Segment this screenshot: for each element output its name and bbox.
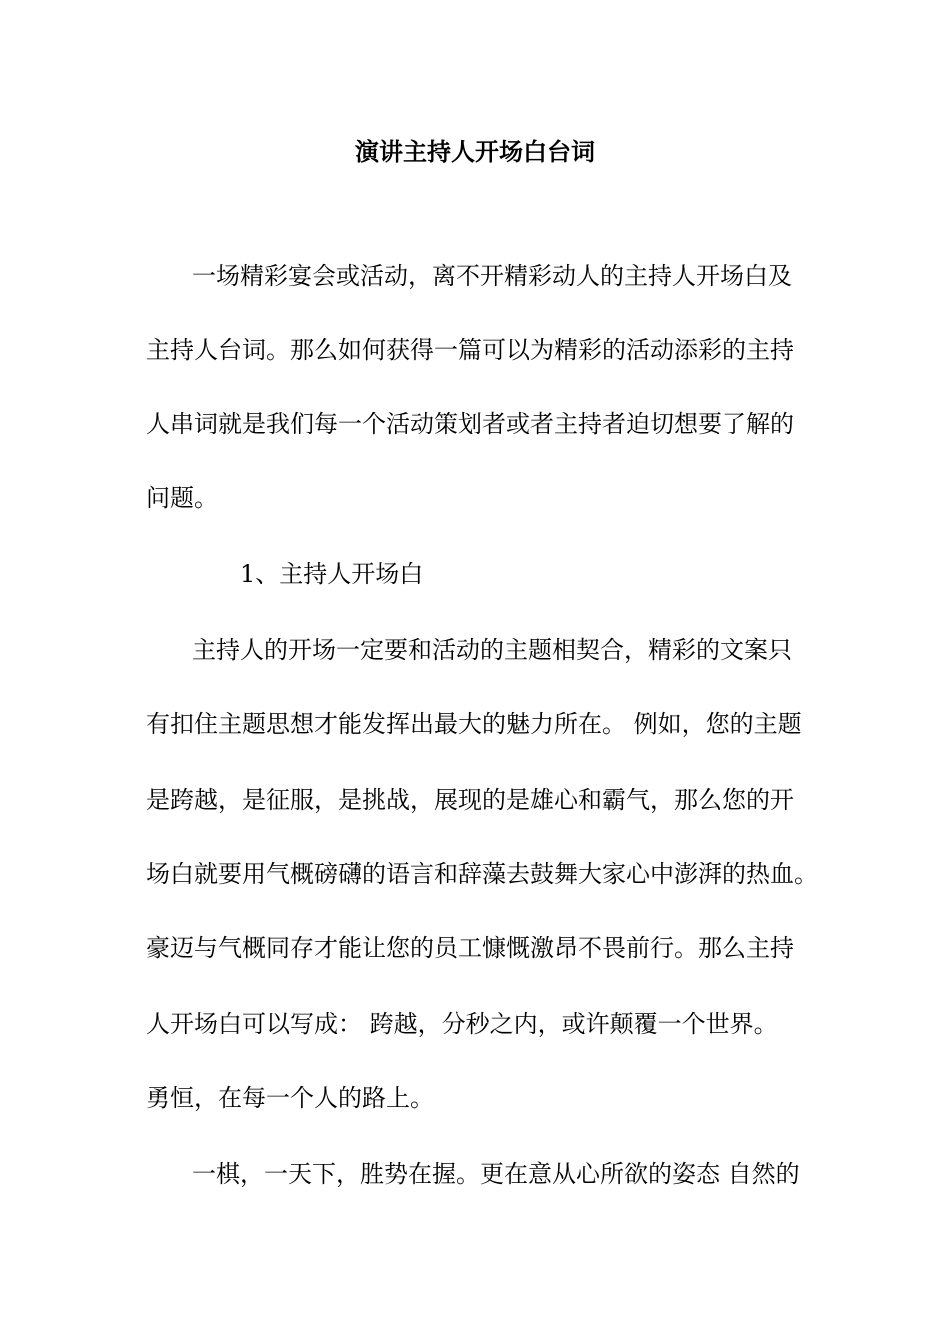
paragraph-line: 有扣住主题思想才能发挥出最大的魅力所在。 例如，您的主题 [146,710,802,738]
paragraph-line: 人开场白可以写成： 跨越，分秒之内，或许颠覆一个世界。 [146,1010,778,1038]
paragraph-line: 主持人台词。那么如何获得一篇可以为精彩的活动添彩的主持 [146,336,794,364]
paragraph-line: 是跨越，是征服，是挑战，展现的是雄心和霸气，那么您的开 [146,786,794,814]
paragraph-line: 一棋，一天下，胜势在握。更在意从心所欲的姿态 自然的 [192,1160,800,1188]
paragraph-line: 主持人的开场一定要和活动的主题相契合，精彩的文案只 [192,636,792,664]
section-heading: 1、主持人开场白 [240,560,424,588]
paragraph-line: 人串词就是我们每一个活动策划者或者主持者迫切想要了解的 [146,410,794,438]
paragraph-line: 问题。 [146,484,218,512]
paragraph-line: 场白就要用气概磅礴的语言和辞藻去鼓舞大家心中澎湃的热血。 [146,860,818,888]
paragraph-line: 豪迈与气概同存才能让您的员工慷慨激昂不畏前行。那么主持 [146,934,794,962]
paragraph-line: 勇恒，在每一个人的路上。 [146,1084,434,1112]
document-title: 演讲主持人开场白台词 [355,137,595,166]
paragraph-line: 一场精彩宴会或活动，离不开精彩动人的主持人开场白及 [192,262,792,290]
